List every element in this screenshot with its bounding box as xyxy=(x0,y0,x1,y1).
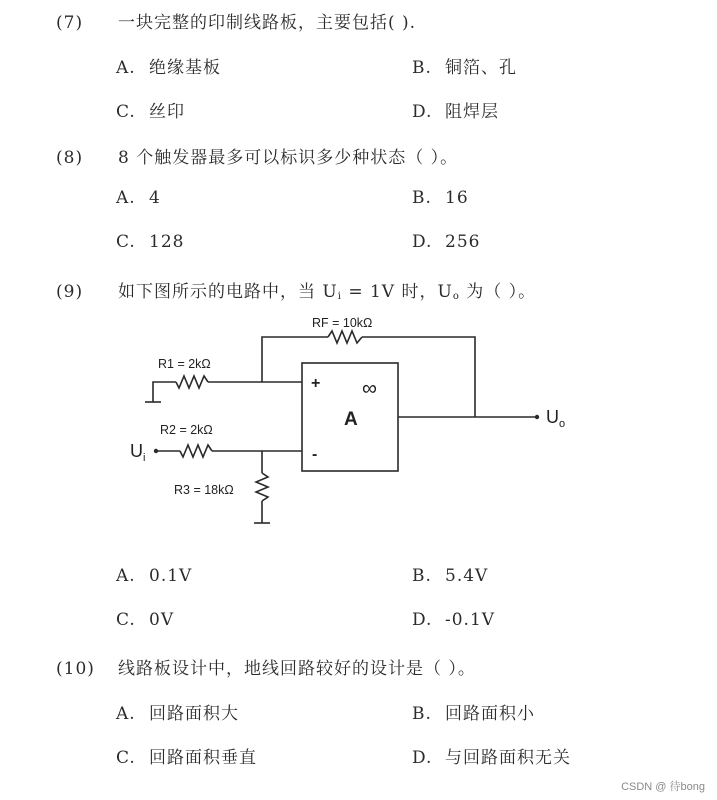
q8-option-d: D. 256 xyxy=(412,232,481,252)
r2-label: R2 = 2kΩ xyxy=(160,423,213,437)
question-number: (7) xyxy=(56,13,84,33)
r1-resistor xyxy=(176,376,208,388)
q10-option-b: B. 回路面积小 xyxy=(412,704,535,724)
plus-sign: + xyxy=(311,375,321,392)
question-number: (9) xyxy=(56,282,84,302)
r1-to-ground-wire xyxy=(153,382,176,402)
rf-label: RF = 10kΩ xyxy=(312,316,373,330)
output-terminal xyxy=(535,415,539,419)
op-amp-circuit-diagram xyxy=(120,305,620,540)
input-label: $U_i$ xyxy=(130,441,146,464)
q10-option-c: C. 回路面积垂直 xyxy=(116,748,257,768)
q9-option-d: D. -0.1V xyxy=(412,610,496,630)
q10-option-d: D. 与回路面积无关 xyxy=(412,748,571,768)
question-number: (8) xyxy=(56,148,84,168)
q9-option-b: B. 5.4V xyxy=(412,566,489,586)
q9-option-c: C. 0V xyxy=(116,610,175,630)
question-8-stem xyxy=(56,143,458,168)
q8-option-c: C. 128 xyxy=(116,232,185,252)
question-10-stem xyxy=(56,654,476,679)
q7-option-a: A. 绝缘基板 xyxy=(116,58,221,78)
r3-label: R3 = 18kΩ xyxy=(174,483,234,497)
q9-option-a: A. 0.1V xyxy=(116,566,193,586)
opamp-label: A xyxy=(344,409,358,430)
r1-label: R1 = 2kΩ xyxy=(158,357,211,371)
r2-resistor xyxy=(180,445,212,457)
question-text: 一块完整的印制线路板，主要包括( ). xyxy=(118,13,417,33)
q10-option-a: A. 回路面积大 xyxy=(116,704,239,724)
feedback-wire-right xyxy=(362,337,475,417)
q8-option-a: A. 4 xyxy=(116,188,161,208)
q8-option-b: B. 16 xyxy=(412,188,469,208)
q7-option-d: D. 阻焊层 xyxy=(412,102,499,122)
question-9-stem: (9) 如下图所示的电路中，当 $U_i = 1V$ 时，$U_o$ 为（ ）。 xyxy=(56,282,537,302)
csdn-watermark: CSDN @ 待bong xyxy=(621,781,705,793)
rf-resistor xyxy=(328,331,362,343)
input-terminal xyxy=(154,449,158,453)
question-text: 8 个触发器最多可以标识多少种状态（ ）。 xyxy=(118,148,459,168)
question-text: 线路板设计中，地线回路较好的设计是（ ）。 xyxy=(118,659,476,679)
question-7-stem xyxy=(56,8,416,33)
output-label: $U_o$ xyxy=(546,407,566,430)
q7-option-b: B. 铜箔、孔 xyxy=(412,58,517,78)
minus-sign: - xyxy=(312,446,318,463)
r3-resistor xyxy=(256,473,268,501)
question-number: (10) xyxy=(56,659,95,679)
infinity-symbol: ∞ xyxy=(362,377,377,400)
q7-option-c: C. 丝印 xyxy=(116,102,185,122)
